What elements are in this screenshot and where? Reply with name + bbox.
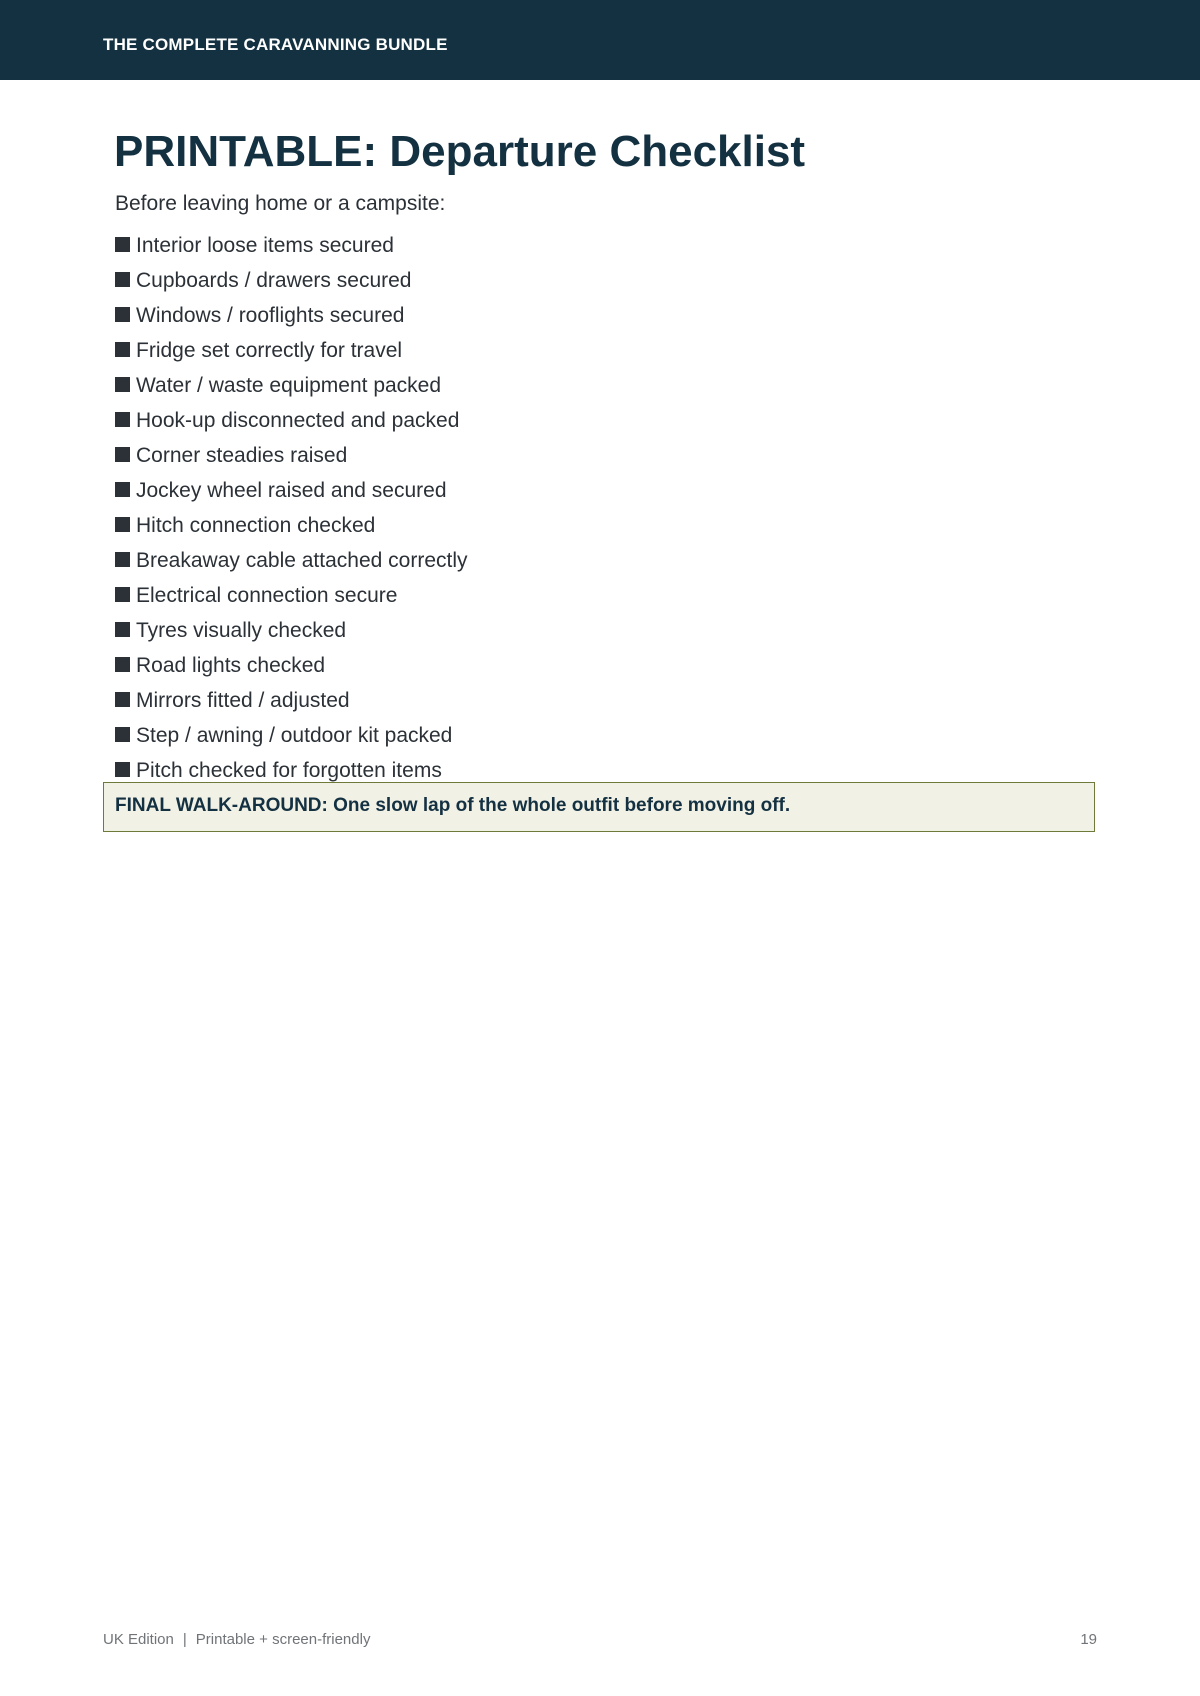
checklist-item-label: Corner steadies raised xyxy=(136,443,348,467)
checklist-item-label: Mirrors fitted / adjusted xyxy=(136,688,350,712)
checkbox-icon xyxy=(115,307,130,322)
checklist-item xyxy=(115,683,468,718)
checklist-item-label: Breakaway cable attached correctly xyxy=(136,548,468,572)
checklist-item-label: Tyres visually checked xyxy=(136,618,347,642)
checklist-item-label: Hitch connection checked xyxy=(136,513,376,537)
checklist-intro: Before leaving home or a campsite: xyxy=(115,192,446,215)
checkbox-icon xyxy=(115,622,130,637)
checkbox-icon xyxy=(115,692,130,707)
checkbox-icon xyxy=(115,272,130,287)
header-bar xyxy=(0,0,1200,80)
footer-edition-info xyxy=(103,1631,370,1648)
checklist-item xyxy=(115,473,468,508)
format-label: Printable + screen-friendly xyxy=(195,1631,371,1648)
checklist-item xyxy=(115,718,468,753)
checklist-item-label: Electrical connection secure xyxy=(136,583,398,607)
checkbox-icon xyxy=(115,727,130,742)
checkbox-icon xyxy=(115,762,130,777)
checkbox-icon xyxy=(115,237,130,252)
callout-text: FINAL WALK-AROUND: One slow lap of the whole outfit before moving off. xyxy=(115,795,791,816)
checklist-item-label: Water / waste equipment packed xyxy=(136,373,442,397)
checkbox-icon xyxy=(115,447,130,462)
checklist-item-label: Fridge set correctly for travel xyxy=(136,338,403,362)
checklist-item-label: Interior loose items secured xyxy=(136,233,394,257)
checklist-item-label: Hook-up disconnected and packed xyxy=(136,408,460,432)
checkbox-icon xyxy=(115,657,130,672)
checklist-item xyxy=(115,263,468,298)
checklist-item xyxy=(115,298,468,333)
checklist-item-label: Step / awning / outdoor kit packed xyxy=(136,723,453,747)
checklist-item-label: Pitch checked for forgotten items xyxy=(136,758,442,782)
checkbox-icon xyxy=(115,517,130,532)
page-number: 19 xyxy=(1080,1631,1097,1648)
checklist-item xyxy=(115,543,468,578)
departure-checklist xyxy=(115,228,468,788)
checkbox-icon xyxy=(115,342,130,357)
checklist-item xyxy=(115,613,468,648)
checklist-item-label: Jockey wheel raised and secured xyxy=(136,478,447,502)
checklist-item-label: Cupboards / drawers secured xyxy=(136,268,412,292)
checkbox-icon xyxy=(115,552,130,567)
checkbox-icon xyxy=(115,482,130,497)
checklist-item xyxy=(115,368,468,403)
checklist-item xyxy=(115,333,468,368)
checkbox-icon xyxy=(115,587,130,602)
footer-separator: | xyxy=(182,1631,187,1648)
checklist-item xyxy=(115,403,468,438)
checkbox-icon xyxy=(115,377,130,392)
checklist-item-label: Road lights checked xyxy=(136,653,326,677)
checkbox-icon xyxy=(115,412,130,427)
edition-label: UK Edition xyxy=(103,1631,174,1648)
checklist-item xyxy=(115,508,468,543)
checklist-item xyxy=(115,578,468,613)
checklist-item xyxy=(115,438,468,473)
checklist-item xyxy=(115,648,468,683)
page-title: PRINTABLE: Departure Checklist xyxy=(114,127,806,176)
bundle-title: THE COMPLETE CARAVANNING BUNDLE xyxy=(103,35,448,54)
checklist-item xyxy=(115,228,468,263)
checklist-item-label: Windows / rooflights secured xyxy=(136,303,405,327)
final-walkaround-callout xyxy=(103,782,1095,832)
